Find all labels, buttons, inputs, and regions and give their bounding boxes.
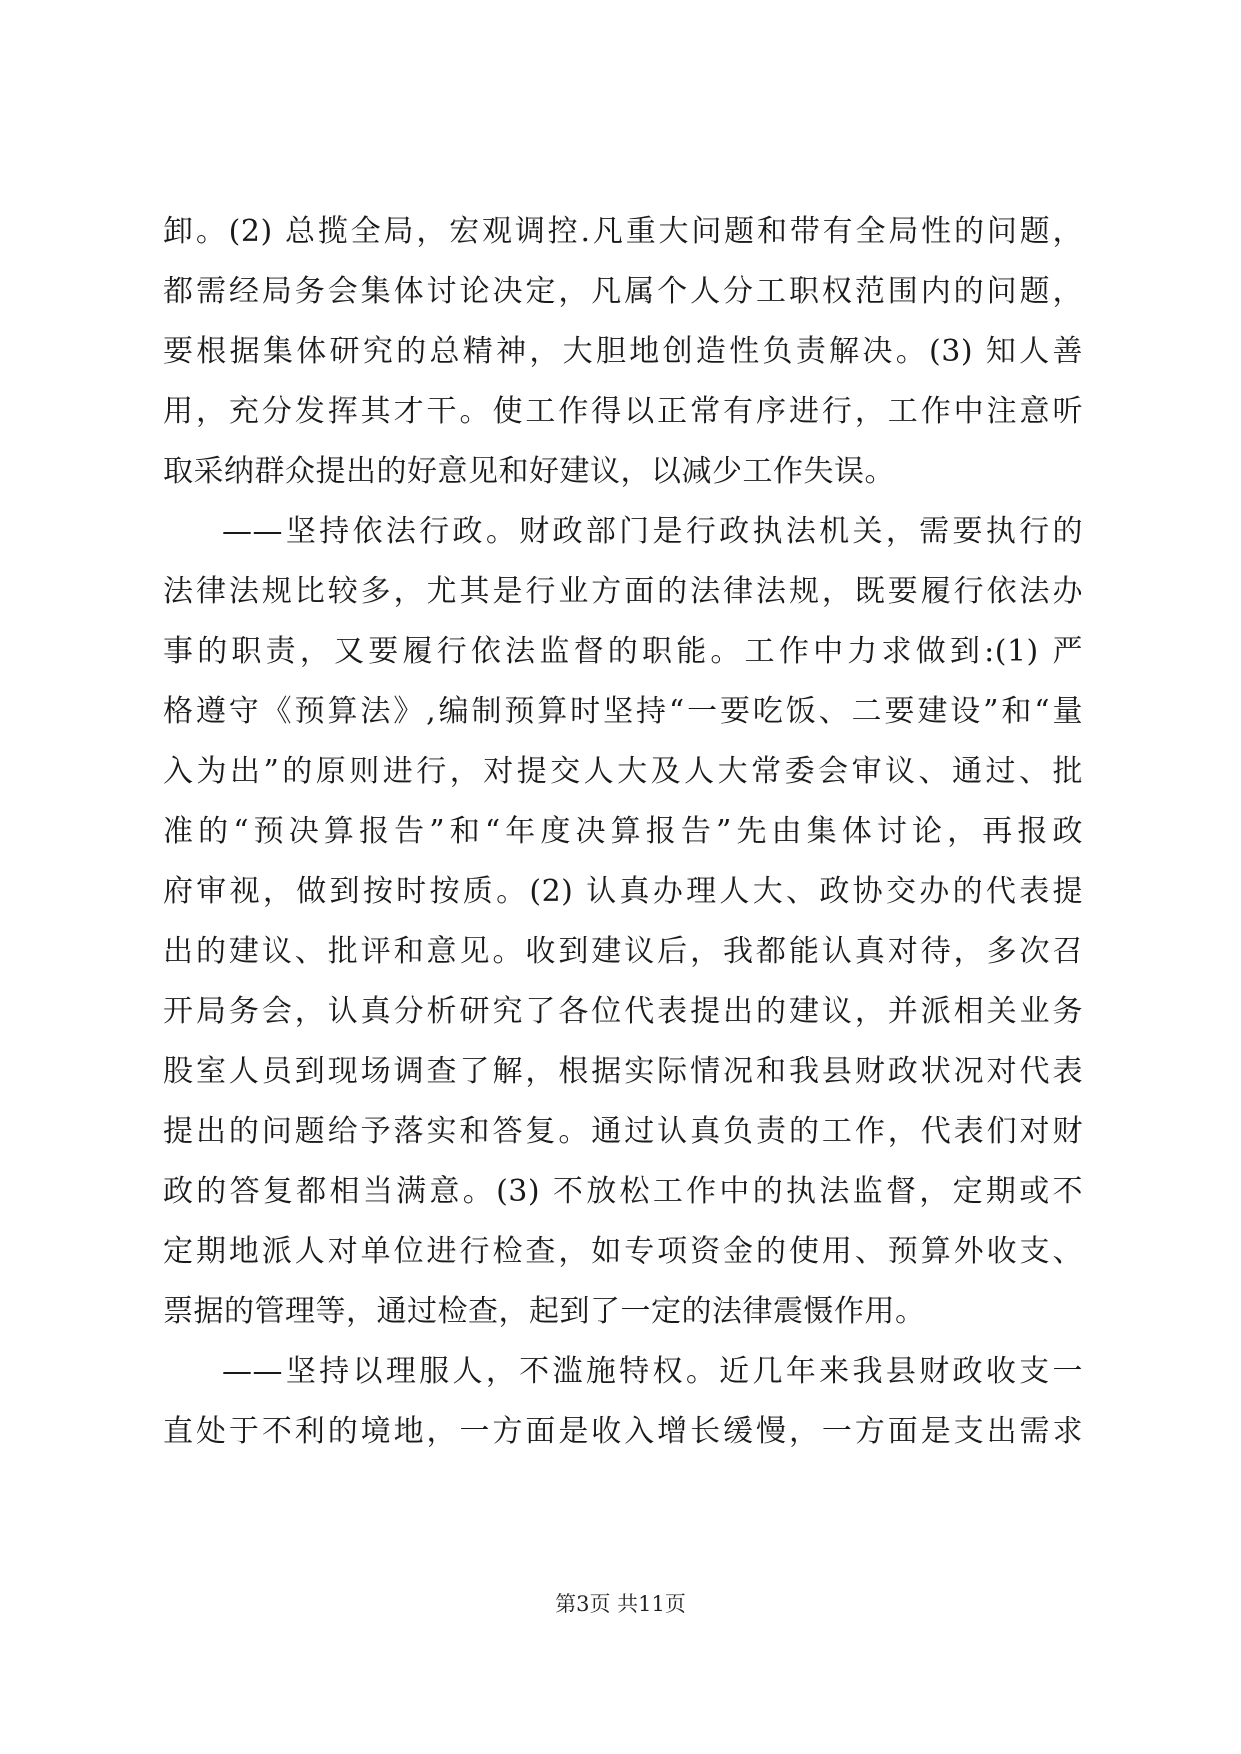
- body-text-line: 卸。(2) 总揽全局，宏观调控.凡重大问题和带有全局性的问题，: [163, 214, 1083, 249]
- body-text-line: 用，充分发挥其才干。使工作得以正常有序进行，工作中注意听: [163, 394, 1083, 429]
- body-text-line: 事的职责，又要履行依法监督的职能。工作中力求做到:(1) 严: [163, 634, 1083, 669]
- page-number-footer: 第3页 共11页: [555, 1592, 686, 1616]
- body-text-line: 要根据集体研究的总精神，大胆地创造性负责解决。(3) 知人善: [163, 334, 1083, 369]
- paragraph-start-line: ——坚持以理服人，不滥施特权。近几年来我县财政收支一: [222, 1354, 1083, 1389]
- body-text-line: 提出的问题给予落实和答复。通过认真负责的工作，代表们对财: [163, 1114, 1083, 1149]
- body-text-line: 定期地派人对单位进行检查，如专项资金的使用、预算外收支、: [163, 1234, 1083, 1269]
- body-text-line: 直处于不利的境地，一方面是收入增长缓慢，一方面是支出需求: [163, 1414, 1083, 1449]
- paragraph-start-line: ——坚持依法行政。财政部门是行政执法机关，需要执行的: [222, 514, 1083, 549]
- body-text-line: 出的建议、批评和意见。收到建议后，我都能认真对待，多次召: [163, 934, 1083, 969]
- body-text-line: 取采纳群众提出的好意见和好建议，以减少工作失误。: [163, 454, 895, 489]
- body-text-line: 票据的管理等，通过检查，起到了一定的法律震慑作用。: [163, 1294, 926, 1329]
- body-text-line: 开局务会，认真分析研究了各位代表提出的建议，并派相关业务: [163, 994, 1083, 1029]
- body-text-line: 法律法规比较多，尤其是行业方面的法律法规，既要履行依法办: [163, 574, 1083, 609]
- body-text-line: 府审视，做到按时按质。(2) 认真办理人大、政协交办的代表提: [163, 874, 1083, 909]
- body-text-line: 格遵守《预算法》,编制预算时坚持“一要吃饭、二要建设”和“量: [163, 694, 1083, 729]
- body-text-line: 都需经局务会集体讨论决定，凡属个人分工职权范围内的问题，: [163, 274, 1083, 309]
- body-text-line: 准的“预决算报告”和“年度决算报告”先由集体讨论，再报政: [163, 814, 1083, 849]
- body-text-line: 政的答复都相当满意。(3) 不放松工作中的执法监督，定期或不: [163, 1174, 1083, 1209]
- body-text-line: 入为出”的原则进行，对提交人大及人大常委会审议、通过、批: [163, 754, 1083, 789]
- body-text-line: 股室人员到现场调查了解，根据实际情况和我县财政状况对代表: [163, 1054, 1083, 1089]
